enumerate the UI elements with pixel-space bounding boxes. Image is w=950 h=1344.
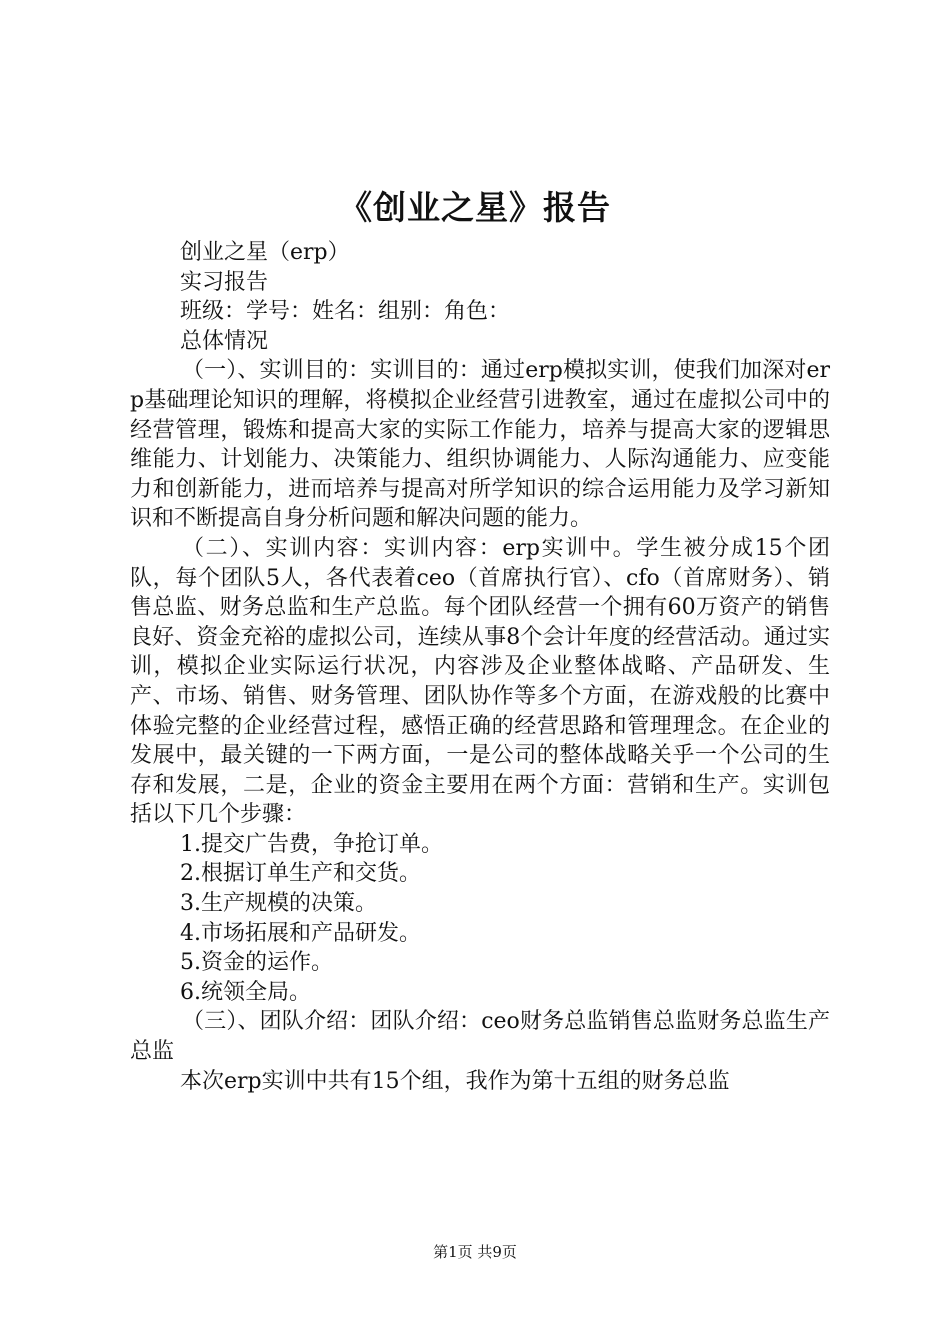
paragraph-subtitle: 创业之星（erp） — [180, 240, 350, 265]
paragraph-overview-heading: 总体情况 — [180, 328, 269, 354]
document-body — [130, 238, 830, 1096]
page-footer: 第1页 共9页 — [433, 1243, 517, 1261]
list-item-step-6: 6.统领全局。 — [180, 979, 311, 1005]
list-item-step-3: 3.生产规模的决策。 — [180, 891, 377, 917]
paragraph-student-info: 班级：学号：姓名：组别：角色： — [180, 299, 511, 325]
list-item-step-2: 2.根据订单生产和交货。 — [180, 861, 421, 887]
paragraph-team-intro: （三）、团队介绍：团队介绍：ceo财务总监销售总监财务总监生产总监 — [130, 1009, 830, 1065]
paragraph-closing: 本次erp实训中共有15个组，我作为第十五组的财务总监 — [180, 1068, 730, 1094]
paragraph-training-purpose: （一）、实训目的：实训目的：通过erp模拟实训，使我们加深对erp基础理论知识的理解，将模拟企业经营引进教室，通过在虚拟公司中的经营管理，锻炼和提高大家的实际工作能力，培养与提高大家的逻辑思维能力、计划能力、决策能力、组织协调能力、人际沟通能力、应变能力和创新能力，进而培养与提高对所学知识的综合运用能力及学习新知识和不断提高自身分析问题和解决问题的能力。 — [130, 358, 830, 532]
list-item-step-5: 5.资金的运作。 — [180, 950, 333, 976]
document-title: 《创业之星》报告 — [339, 188, 611, 227]
list-item-step-4: 4.市场拓展和产品研发。 — [180, 920, 421, 946]
list-item-step-1: 1.提交广告费，争抢订单。 — [180, 831, 443, 857]
paragraph-report-label: 实习报告 — [180, 269, 269, 295]
paragraph-training-content: （二）、实训内容：实训内容：erp实训中。学生被分成15个团队，每个团队5人，各代表着ceo（首席执行官）、cfo（首席财务）、销售总监、财务总监和生产总监。每个团队经营一个拥有60万资产的销售良好、资金充裕的虚拟公司，连续从事8个会计年度的经营活动。通过实训，模拟企业实际运行状况，内容涉及企业整体战略、产品研发、生产、市场、销售、财务管理、团队协作等多个方面，在游戏般的比赛中体验完整的企业经营过程，感悟正确的经营思路和管理理念。在企业的发展中，最关键的一下两方面，一是公司的整体战略关乎一个公司的生存和发展，二是，企业的资金主要用在两个方面：营销和生产。实训包括以下几个步骤： — [130, 535, 830, 828]
